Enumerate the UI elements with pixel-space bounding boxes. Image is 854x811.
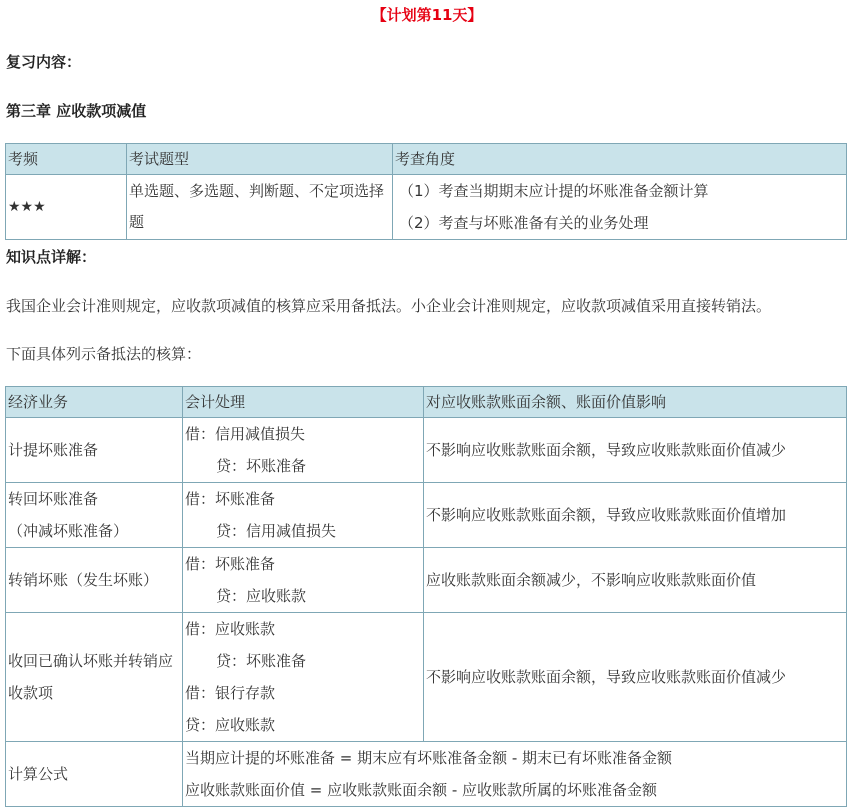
page-title: 【计划第11天】 <box>371 6 483 24</box>
formula-cell <box>183 742 847 807</box>
table-header-row <box>6 144 847 175</box>
credit-entry: 贷：信用减值损失 <box>216 522 337 540</box>
credit-entry: 贷：应收账款 <box>216 587 307 605</box>
header-question-types: 考试题型 <box>127 144 393 175</box>
header-accounting: 会计处理 <box>183 387 424 418</box>
frequency-stars: ★★★ <box>6 175 127 240</box>
business-line: （冲减坏账准备） <box>8 522 129 540</box>
table-row <box>6 175 847 240</box>
credit-entry: 贷：应收账款 <box>185 716 276 734</box>
formula-line: 应收账款账面价值 = 应收账款账面余额 - 应收账款所属的坏账准备金额 <box>185 781 658 799</box>
debit-entry: 借：坏账准备 <box>185 555 276 573</box>
business-line: 转回坏账准备 <box>8 490 99 508</box>
table-row <box>6 418 847 483</box>
debit-entry: 借：应收账款 <box>185 620 276 638</box>
review-heading: 复习内容： <box>6 53 82 71</box>
impact-cell: 不影响应收账款账面余额，导致应收账款账面价值增加 <box>424 483 847 548</box>
table-row <box>6 483 847 548</box>
paragraph-rules: 我国企业会计准则规定，应收款项减值的核算应采用备抵法。小企业会计准则规定，应收款项减值采用直接转销法。 <box>6 297 772 315</box>
credit-entry: 贷：坏账准备 <box>216 457 307 475</box>
table-row <box>6 613 847 742</box>
business-cell: 转销坏账（发生坏账） <box>6 548 183 613</box>
angle-item: （2）考查与坏账准备有关的业务处理 <box>399 214 649 232</box>
impact-cell: 不影响应收账款账面余额，导致应收账款账面价值减少 <box>424 418 847 483</box>
debit-entry: 借：信用减值损失 <box>185 425 306 443</box>
business-cell: 计提坏账准备 <box>6 418 183 483</box>
entries-cell <box>183 548 424 613</box>
entries-cell <box>183 418 424 483</box>
header-frequency: 考频 <box>6 144 127 175</box>
business-cell: 收回已确认坏账并转销应收款项 <box>6 613 183 742</box>
business-cell <box>6 483 183 548</box>
exam-info-table <box>5 143 847 240</box>
debit-entry: 借：银行存款 <box>185 684 276 702</box>
header-angles: 考查角度 <box>393 144 847 175</box>
chapter-heading: 第三章 应收款项减值 <box>6 102 147 120</box>
knowledge-heading: 知识点详解： <box>6 248 97 266</box>
paragraph-intro: 下面具体列示备抵法的核算： <box>6 345 202 363</box>
angle-item: （1）考查当期期末应计提的坏账准备金额计算 <box>399 182 709 200</box>
header-impact: 对应收账款账面余额、账面价值影响 <box>424 387 847 418</box>
allowance-method-table <box>5 386 847 807</box>
entries-cell <box>183 483 424 548</box>
table-row <box>6 742 847 807</box>
table-header-row <box>6 387 847 418</box>
header-business: 经济业务 <box>6 387 183 418</box>
credit-entry: 贷：坏账准备 <box>216 652 307 670</box>
question-types: 单选题、多选题、判断题、不定项选择题 <box>127 175 393 240</box>
impact-cell: 应收账款账面余额减少，不影响应收账款账面价值 <box>424 548 847 613</box>
formula-label: 计算公式 <box>6 742 183 807</box>
table-row <box>6 548 847 613</box>
impact-cell: 不影响应收账款账面余额，导致应收账款账面价值减少 <box>424 613 847 742</box>
formula-line: 当期应计提的坏账准备 = 期末应有坏账准备金额 - 期末已有坏账准备金额 <box>185 749 673 767</box>
entries-cell <box>183 613 424 742</box>
debit-entry: 借：坏账准备 <box>185 490 276 508</box>
angles-cell <box>393 175 847 240</box>
